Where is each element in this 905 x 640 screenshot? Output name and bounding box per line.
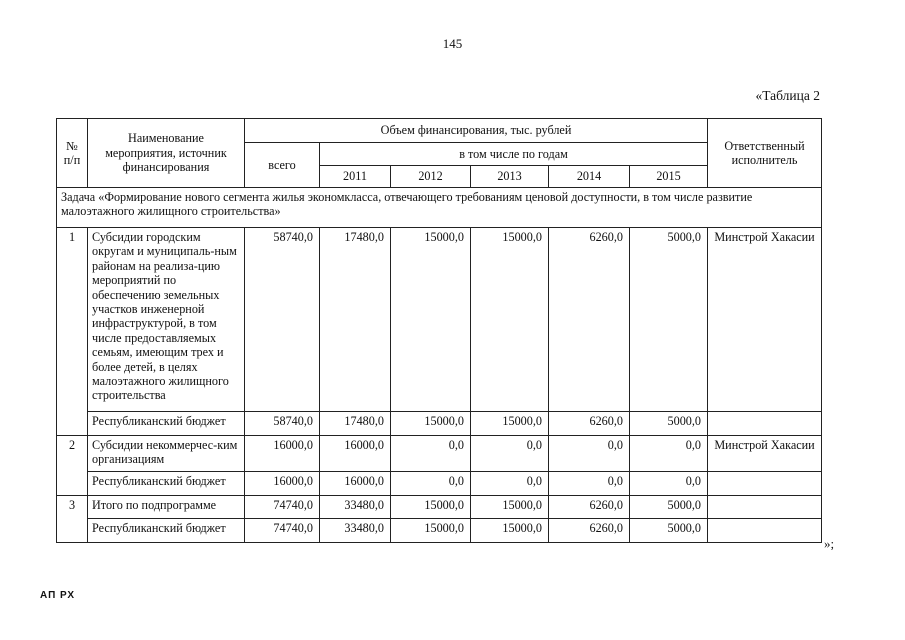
value-year: 0,0: [630, 436, 708, 472]
responsible: [708, 472, 822, 496]
source-name: Республиканский бюджет: [88, 519, 245, 543]
value-year: 5000,0: [630, 412, 708, 436]
header-by-years: в том числе по годам: [320, 143, 708, 166]
value-year: 33480,0: [320, 519, 391, 543]
value-year: 6260,0: [549, 519, 630, 543]
row-name: Субсидии городским округам и муниципаль-ным районам на реализа-цию мероприятий по обеспечению земельных участков инженерной инфраструктурой, в том числе предоставляемых семьям, имеющим трех и более детей, в целях малоэтажного жилищного строительства: [88, 228, 245, 412]
header-responsible: Ответственный исполнитель: [708, 119, 822, 188]
header-year: 2015: [630, 166, 708, 188]
value-year: 0,0: [549, 472, 630, 496]
header-year: 2011: [320, 166, 391, 188]
table-row: [57, 436, 822, 472]
value-year: 33480,0: [320, 496, 391, 519]
table-row: [57, 472, 822, 496]
closing-quote: »;: [824, 536, 835, 551]
value-year: 0,0: [630, 472, 708, 496]
header-total: всего: [245, 143, 320, 188]
header-year: 2014: [549, 166, 630, 188]
value-year: 15000,0: [391, 519, 471, 543]
value-total: 58740,0: [245, 412, 320, 436]
document-stamp: АП РХ: [40, 590, 76, 601]
value-year: 15000,0: [391, 228, 471, 412]
responsible: [708, 519, 822, 543]
value-year: 6260,0: [549, 228, 630, 412]
value-year: 15000,0: [471, 412, 549, 436]
responsible: [708, 496, 822, 519]
value-total: 74740,0: [245, 519, 320, 543]
header-year: 2012: [391, 166, 471, 188]
row-name: Итого по подпрограмме: [88, 496, 245, 519]
value-total: 74740,0: [245, 496, 320, 519]
page-number: 145: [442, 36, 463, 51]
header-num: № п/п: [57, 119, 88, 188]
table-row: [57, 228, 822, 412]
value-year: 5000,0: [630, 496, 708, 519]
value-year: 0,0: [391, 436, 471, 472]
value-year: 17480,0: [320, 412, 391, 436]
table-caption: «Таблица 2: [755, 88, 820, 103]
source-name: Республиканский бюджет: [88, 412, 245, 436]
value-year: 5000,0: [630, 519, 708, 543]
value-year: 0,0: [471, 436, 549, 472]
header-name: Наименование мероприятия, источник финансирования: [88, 119, 245, 188]
value-total: 16000,0: [245, 472, 320, 496]
value-total: 58740,0: [245, 228, 320, 412]
value-total: 16000,0: [245, 436, 320, 472]
row-name: Субсидии некоммерчес-ким организациям: [88, 436, 245, 472]
row-number: 3: [57, 496, 88, 543]
value-year: 15000,0: [471, 228, 549, 412]
row-number: 2: [57, 436, 88, 496]
responsible: Минстрой Хакасии: [708, 228, 822, 412]
value-year: 16000,0: [320, 472, 391, 496]
header-volume: Объем финансирования, тыс. рублей: [245, 119, 708, 143]
responsible: Минстрой Хакасии: [708, 436, 822, 472]
value-year: 15000,0: [391, 412, 471, 436]
financing-table: [56, 118, 822, 543]
value-year: 15000,0: [471, 496, 549, 519]
value-year: 0,0: [391, 472, 471, 496]
value-year: 6260,0: [549, 412, 630, 436]
value-year: 17480,0: [320, 228, 391, 412]
table-row: [57, 412, 822, 436]
responsible: [708, 412, 822, 436]
table-row: [57, 496, 822, 519]
table-row: [57, 519, 822, 543]
value-year: 5000,0: [630, 228, 708, 412]
value-year: 16000,0: [320, 436, 391, 472]
value-year: 0,0: [549, 436, 630, 472]
row-number: 1: [57, 228, 88, 436]
value-year: 15000,0: [391, 496, 471, 519]
value-year: 15000,0: [471, 519, 549, 543]
value-year: 0,0: [471, 472, 549, 496]
value-year: 6260,0: [549, 496, 630, 519]
header-year: 2013: [471, 166, 549, 188]
source-name: Республиканский бюджет: [88, 472, 245, 496]
task-description: Задача «Формирование нового сегмента жилья экономкласса, отвечающего требованиям ценовой доступности, в том числе развитие малоэтажного жилищного строительства»: [57, 188, 822, 228]
